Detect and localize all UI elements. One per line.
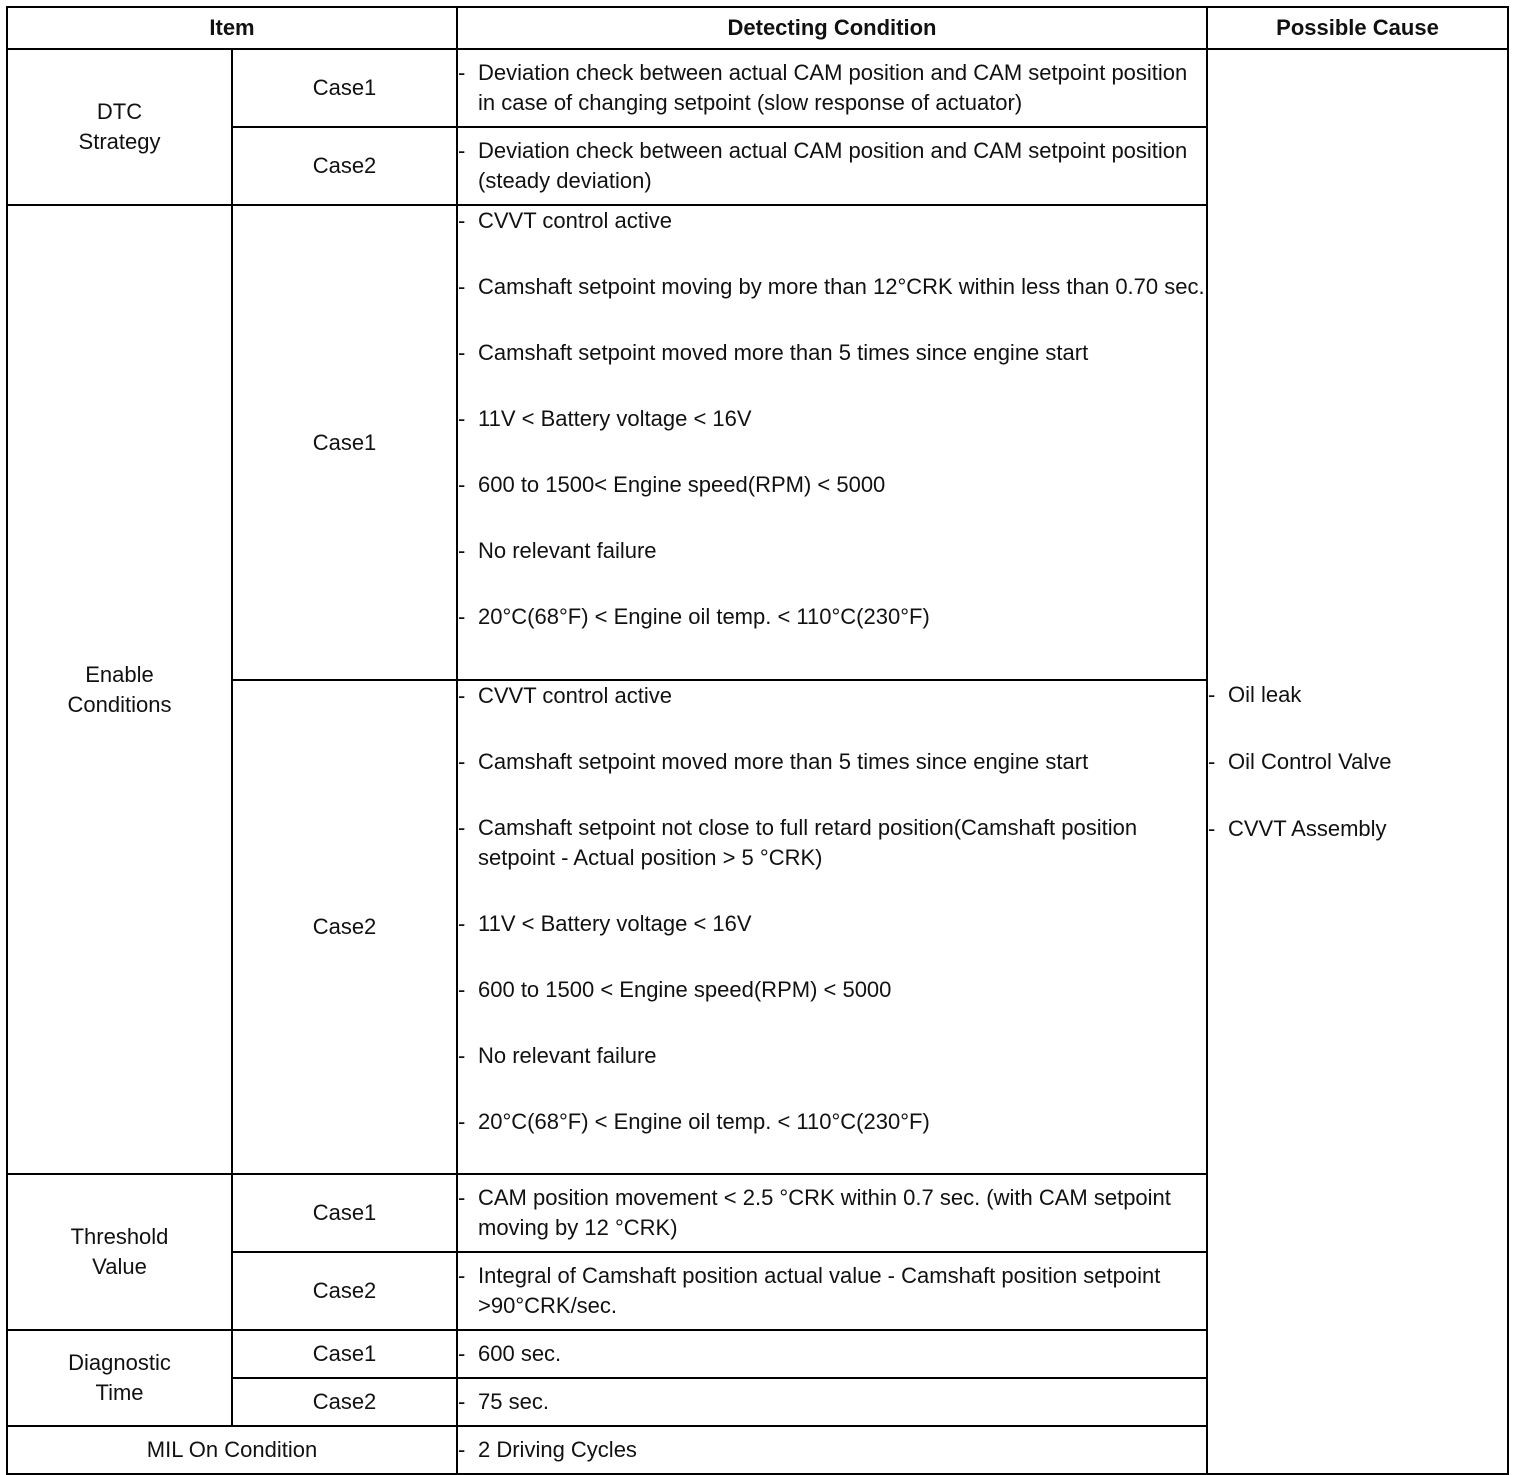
- case-label: Case1: [232, 49, 457, 127]
- bullet-dash: -: [458, 138, 466, 163]
- list-item-text: CVVT Assembly: [1228, 815, 1387, 841]
- group-dtc-strategy: [7, 49, 232, 205]
- condition-cell: [457, 1330, 1207, 1378]
- list-item-text: No relevant failure: [478, 538, 657, 563]
- case-label: Case1: [232, 205, 457, 680]
- list-item-text: Camshaft setpoint not close to full retard position(Camshaft position setpoint - Actual position > 5 °CRK): [478, 815, 1138, 870]
- list-item: [458, 58, 1206, 118]
- bullet-dash: -: [1208, 815, 1216, 841]
- list-item-text: 600 to 1500< Engine speed(RPM) < 5000: [478, 472, 886, 497]
- list-item: [458, 338, 1206, 368]
- condition-cell: [457, 680, 1207, 1174]
- list-item-text: Integral of Camshaft position actual value - Camshaft position setpoint >90°CRK/sec.: [478, 1263, 1161, 1318]
- list-item: [458, 909, 1206, 939]
- list-item-text: 11V < Battery voltage < 16V: [478, 406, 752, 431]
- bullet-dash: -: [1208, 748, 1216, 774]
- list-item: [458, 1041, 1206, 1071]
- group-enable-conditions: [7, 205, 232, 1174]
- list-item: [458, 975, 1206, 1005]
- group-threshold-value: [7, 1174, 232, 1330]
- group-mil-on-condition: MIL On Condition: [7, 1426, 457, 1474]
- group-label: Enable Conditions: [67, 661, 172, 717]
- header-item: Item: [7, 7, 457, 49]
- case-label: Case2: [232, 680, 457, 1174]
- condition-cell: [457, 127, 1207, 205]
- list-item: [458, 536, 1206, 566]
- list-item-text: 75 sec.: [478, 1389, 549, 1414]
- list-item-text: Deviation check between actual CAM position and CAM setpoint position in case of changing setpoint (slow response of actuator): [478, 60, 1188, 115]
- list-item: [1208, 680, 1507, 710]
- list-item-text: 20°C(68°F) < Engine oil temp. < 110°C(230°F): [478, 1109, 930, 1134]
- list-item: [458, 747, 1206, 777]
- list-item: [458, 272, 1206, 302]
- possible-cause-cell: [1207, 49, 1508, 1474]
- case-label: Case2: [232, 1252, 457, 1330]
- group-diagnostic-time: [7, 1330, 232, 1426]
- bullet-dash: -: [458, 60, 466, 85]
- bullet-dash: -: [458, 815, 466, 840]
- condition-cell: [457, 49, 1207, 127]
- case-label: Case2: [232, 127, 457, 205]
- list-item: [458, 1387, 1206, 1417]
- bullet-dash: -: [458, 1341, 466, 1366]
- condition-cell: [457, 1252, 1207, 1330]
- bullet-dash: -: [458, 274, 466, 299]
- bullet-dash: -: [458, 749, 466, 774]
- list-item: [1208, 747, 1507, 777]
- list-item: [458, 681, 1206, 711]
- bullet-dash: -: [458, 977, 466, 1002]
- list-item-text: CVVT control active: [478, 683, 673, 708]
- case-label: Case1: [232, 1174, 457, 1252]
- bullet-dash: -: [458, 1043, 466, 1068]
- list-item: [458, 602, 1206, 632]
- bullet-dash: -: [458, 1185, 466, 1210]
- bullet-dash: -: [458, 340, 466, 365]
- list-item-text: 600 to 1500 < Engine speed(RPM) < 5000: [478, 977, 892, 1002]
- list-item-text: Oil leak: [1228, 681, 1302, 707]
- list-item: [458, 1339, 1206, 1369]
- bullet-dash: -: [458, 472, 466, 497]
- list-item: [458, 813, 1206, 873]
- bullet-dash: -: [458, 406, 466, 431]
- list-item: [458, 1183, 1206, 1243]
- bullet-dash: -: [1208, 681, 1216, 707]
- header-possible-cause: Possible Cause: [1207, 7, 1508, 49]
- list-item: [458, 136, 1206, 196]
- header-detecting-condition: Detecting Condition: [457, 7, 1207, 49]
- bullet-dash: -: [458, 1109, 466, 1134]
- bullet-dash: -: [458, 1437, 466, 1462]
- list-item: [1208, 814, 1507, 844]
- list-item-text: Camshaft setpoint moved more than 5 times since engine start: [478, 749, 1089, 774]
- group-label: Threshold Value: [70, 1224, 169, 1279]
- case-label: Case1: [232, 1330, 457, 1378]
- condition-cell: [457, 1378, 1207, 1426]
- list-item: [458, 1261, 1206, 1321]
- case-label: Case2: [232, 1378, 457, 1426]
- bullet-dash: -: [458, 1389, 466, 1414]
- diagnostic-spec-table: [6, 6, 1509, 1475]
- table-row: [7, 49, 1508, 127]
- list-item-text: Camshaft setpoint moving by more than 12°CRK within less than 0.70 sec.: [478, 274, 1205, 299]
- group-label: Diagnostic Time: [68, 1350, 171, 1405]
- list-item-text: Oil Control Valve: [1228, 748, 1392, 774]
- list-item-text: CVVT control active: [478, 208, 673, 233]
- condition-cell: [457, 205, 1207, 680]
- list-item-text: 11V < Battery voltage < 16V: [478, 911, 752, 936]
- list-item-text: 20°C(68°F) < Engine oil temp. < 110°C(230°F): [478, 604, 930, 629]
- condition-cell: [457, 1426, 1207, 1474]
- bullet-dash: -: [458, 1263, 466, 1288]
- list-item-text: CAM position movement < 2.5 °CRK within 0.7 sec. (with CAM setpoint moving by 12 °CRK): [478, 1185, 1171, 1240]
- bullet-dash: -: [458, 683, 466, 708]
- list-item-text: No relevant failure: [478, 1043, 657, 1068]
- list-item-text: Deviation check between actual CAM position and CAM setpoint position (steady deviation): [478, 138, 1188, 193]
- possible-cause-list: [1208, 680, 1507, 844]
- bullet-dash: -: [458, 911, 466, 936]
- list-item-text: Camshaft setpoint moved more than 5 times since engine start: [478, 340, 1089, 365]
- condition-cell: [457, 1174, 1207, 1252]
- list-item: [458, 1107, 1206, 1137]
- group-label: DTC Strategy: [78, 99, 161, 154]
- header-row: [7, 7, 1508, 49]
- bullet-dash: -: [458, 604, 466, 629]
- bullet-dash: -: [458, 538, 466, 563]
- list-item: [458, 206, 1206, 236]
- list-item-text: 2 Driving Cycles: [478, 1437, 637, 1462]
- list-item: [458, 470, 1206, 500]
- list-item: [458, 404, 1206, 434]
- bullet-dash: -: [458, 208, 466, 233]
- list-item-text: 600 sec.: [478, 1341, 562, 1366]
